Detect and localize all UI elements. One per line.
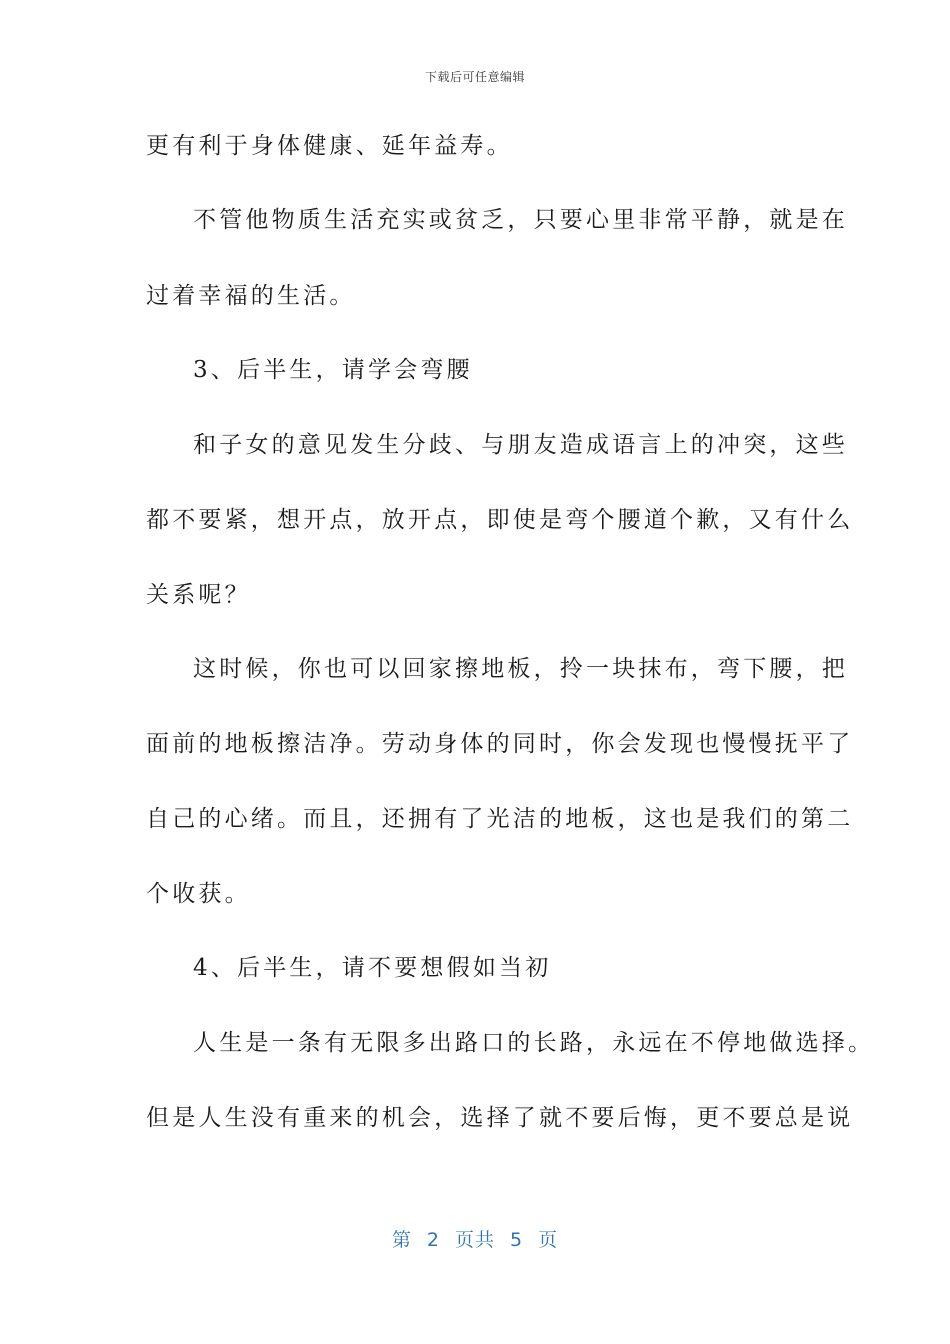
page-header-note: 下载后可任意编辑 — [424, 70, 525, 84]
section-heading: 3、后半生，请学会弯腰 — [193, 357, 473, 383]
section-heading: 4、后半生，请不要想假如当初 — [193, 955, 552, 981]
body-line: 和子女的意见发生分歧、与朋友造成语言上的冲突，这些 — [193, 432, 848, 458]
body-line: 自己的心绪。而且，还拥有了光洁的地板，这也是我们的第二 — [146, 806, 854, 832]
body-line: 关系呢？ — [146, 582, 251, 608]
body-line: 过着幸福的生活。 — [146, 283, 356, 309]
body-line: 更有利于身体健康、延年益寿。 — [146, 133, 513, 159]
page-number-footer: 第 2 页共 5 页 — [391, 1229, 559, 1251]
body-line: 不管他物质生活充实或贫乏，只要心里非常平静，就是在 — [193, 207, 848, 233]
body-line: 人生是一条有无限多出路口的长路，永远在不停地做选择。 — [193, 1030, 875, 1056]
body-line: 这时候，你也可以回家擦地板，拎一块抹布，弯下腰，把 — [193, 656, 848, 682]
body-line: 面前的地板擦洁净。劳动身体的同时，你会发现也慢慢抚平了 — [146, 731, 854, 757]
body-line: 个收获。 — [146, 881, 251, 907]
body-line: 但是人生没有重来的机会，选择了就不要后悔，更不要总是说 — [146, 1105, 854, 1131]
body-line: 都不要紧，想开点，放开点，即使是弯个腰道个歉，又有什么 — [146, 507, 854, 533]
